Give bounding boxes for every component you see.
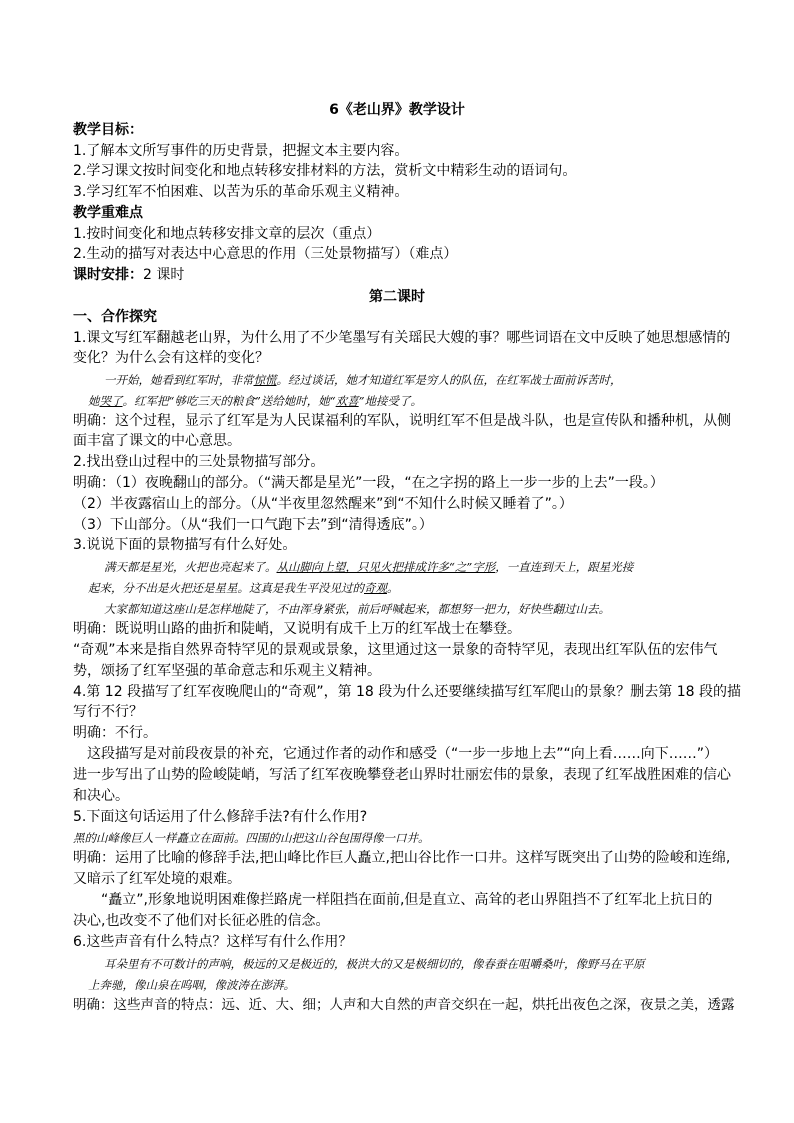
question-2-line: 2.找出登山过程中的三处景物描写部分。 [73, 454, 325, 470]
hours-line [73, 265, 743, 285]
hours-value: 2 课时 [143, 267, 185, 283]
quote-line: 上奔驰，像山泉在呜咽，像波涛在澎湃。 [88, 978, 295, 992]
key-point-item: 2.生动的描写对表达中心意思的作用（三处景物描写）（难点） [73, 246, 458, 262]
answer-line: 明确：不行。 [73, 725, 157, 741]
objective-item: 1.了解本文所写事件的历史背景，把握文本主要内容。 [73, 143, 409, 159]
answer-line: 进一步写出了山势的险峻陡峭，写活了红军夜晚攀登老山界时壮丽宏伟的景象，表现了红军战胜困难的信心 [73, 767, 731, 783]
question-5-line: 5.下面这句话运用了什么修辞手法?有什么作用? [73, 809, 368, 825]
objective-item: 3.学习红军不怕困难、以苦为乐的革命乐观主义精神。 [73, 184, 409, 200]
quote-line: 起来，分不出是火把还是星星。这真是我生平没见过的奇观。 [88, 581, 399, 595]
answer-line: 明确：这个过程，显示了红军是为人民谋福利的军队，说明红军不但是战斗队，也是宣传队和播种机，从侧 [73, 413, 731, 429]
key-point-item: 1.按时间变化和地点转移安排文章的层次（重点） [73, 226, 381, 242]
quote-line: 一开始，她看到红军时，非常惊慌。经过谈话，她才知道红军是穷人的队伍，在红军战士面前诉苦时， [104, 373, 622, 387]
quote-line: 大家都知道这座山是怎样地陡了，不由浑身紧张，前后呼喊起来，都想努一把力，好快些翻过山去。 [104, 602, 610, 616]
answer-line: 势，颂扬了红军坚强的革命意志和乐观主义精神。 [73, 663, 381, 679]
answer-line: （2）半夜露宿山上的部分。（从“半夜里忽然醒来”到“不知什么时候又睡着了”。） [73, 496, 573, 512]
hours-label: 课时安排： [73, 267, 143, 283]
answer-line: 明确：（1）夜晚翻山的部分。（“满天都是星光”一段，“在之字拐的路上一步一步的上去”一段。） [73, 475, 664, 491]
answer-line: 明确：这些声音的特点：远、近、大、细；人声和大自然的声音交织在一起，烘托出夜色之深，夜景之美，透露 [73, 997, 735, 1013]
quote-line: 耳朵里有不可数计的声响，极远的又是极近的，极洪大的又是极细切的，像春蚕在咀嚼桑叶，像野马在平原 [104, 957, 645, 971]
question-1-line: 变化？为什么会有这样的变化？ [73, 350, 269, 366]
question-1-line: 1.课文写红军翻越老山界，为什么用了不少笔墨写有关瑶民大嫂的事？哪些词语在文中反映了她思想感情的 [73, 330, 731, 346]
objective-item: 2.学习课文按时间变化和地点转移安排材料的方法，赏析文中精彩生动的语词句。 [73, 163, 577, 179]
answer-line: 和决心。 [73, 788, 129, 804]
answer-line: 明确：运用了比喻的修辞手法,把山峰比作巨人矗立,把山谷比作一口井。这样写既突出了山势的险峻和连绵, [73, 850, 731, 866]
document-title: 6《老山界》教学设计 [329, 102, 465, 118]
question-4-line: 4.第 12 段描写了红军夜晚爬山的“奇观”，第 18 段为什么还要继续描写红军爬山的景象？删去第 18 段的描 [73, 684, 742, 700]
question-3-line: 3.说说下面的景物描写有什么好处。 [73, 537, 297, 553]
quote-line: 满天都是星光，火把也亮起来了。从山脚向上望，只见火把排成许多“之”字形，一直连到天上，跟星光接 [104, 560, 634, 574]
answer-line: 又暗示了红军处境的艰难。 [73, 871, 241, 887]
answer-line: 面丰富了课文的中心意思。 [73, 433, 241, 449]
answer-line: 明确：既说明山路的曲折和陡峭，又说明有成千上万的红军战士在攀登。 [73, 621, 521, 637]
answer-line: “矗立”,形象地说明困难像拦路虎一样阻挡在面前,但是直立、高耸的老山界阻挡不了红军北上抗日的 [101, 892, 713, 908]
objectives-heading: 教学目标： [73, 122, 143, 138]
answer-line: （3）下山部分。（从“我们一口气跑下去”到“清得透底”。） [73, 517, 433, 533]
quote-line: 黑的山峰像巨人一样矗立在面前。四围的山把这山谷包围得像一口井。 [73, 831, 430, 845]
question-6-line: 6.这些声音有什么特点？这样写有什么作用？ [73, 934, 353, 950]
answer-line: 决心,也改变不了他们对长征必胜的信念。 [73, 913, 330, 929]
answer-line: 这段描写是对前段夜景的补充，它通过作者的动作和感受（“一步一步地上去”“向上看……向下……”） [87, 746, 719, 762]
section-heading: 一、合作探究 [73, 309, 157, 325]
question-4-line: 写行不行？ [73, 704, 143, 720]
lesson-title: 第二课时 [369, 289, 425, 305]
quote-line: 她哭了。红军把“够吃三天的粮食”送给她时，她“欢喜”地接受了。 [88, 394, 423, 408]
key-points-heading: 教学重难点 [73, 205, 143, 221]
answer-line: “奇观”本来是指自然界奇特罕见的景观或景象，这里通过这一景象的奇特罕见，表现出红军队伍的宏伟气 [73, 642, 718, 658]
